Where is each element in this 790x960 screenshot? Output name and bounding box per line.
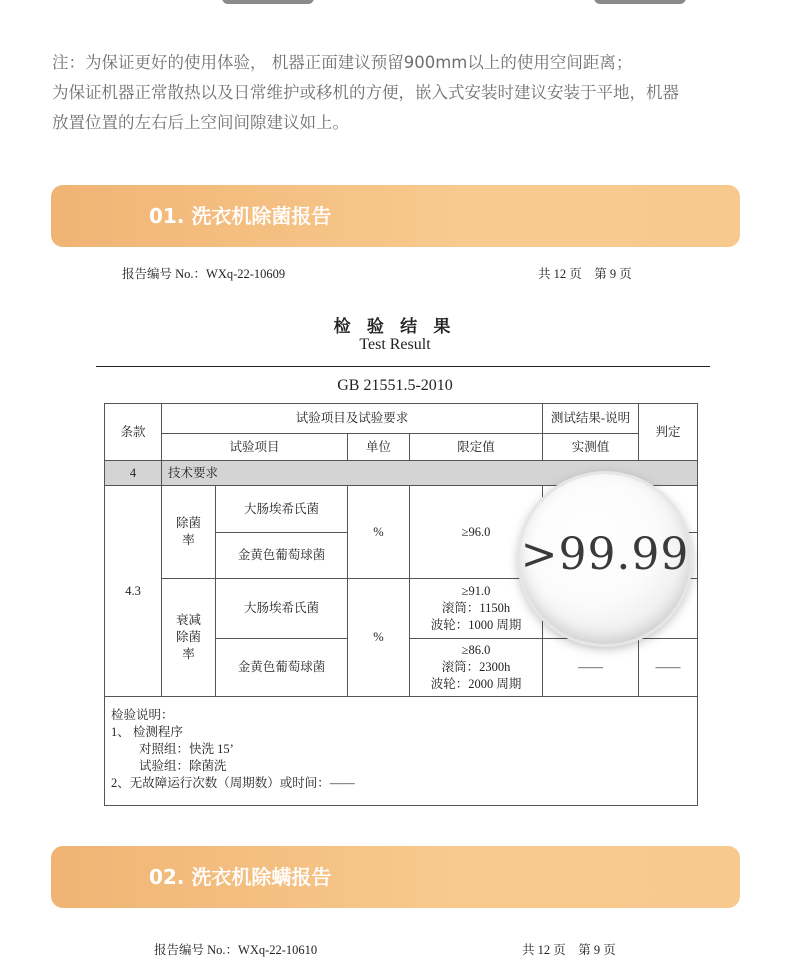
standard-code: GB 21551.5-2010 [337,377,453,394]
installation-note [52,48,752,138]
row-item: 大肠埃希氏菌 [216,486,348,533]
header-verdict: 判定 [639,404,698,461]
section-banner-title: 01. 洗衣机除菌报告 [149,204,332,228]
header-unit: 单位 [348,434,410,461]
test-notes [105,697,698,806]
report-number: 报告编号 No.：WXq-22-10609 [122,267,286,281]
row-group-label: 除菌 率 [162,486,216,579]
row-group-label: 衰减 除菌 率 [162,579,216,697]
row-measured: —— [543,639,639,697]
table-notes-row [105,697,698,806]
title-rule [96,366,710,367]
top-tab-right [594,0,686,4]
header-measured: 实测值 [543,434,639,461]
row-verdict: —— [639,639,698,697]
row-item: 大肠埃希氏菌 [216,579,348,639]
magnified-value: >99.99 [520,529,690,580]
table-subheader-row [105,434,698,461]
section-banner-title: 02. 洗衣机除螨报告 [149,865,332,889]
header-result-note: 测试结果-说明 [543,404,639,434]
row-clause: 4 [105,461,162,486]
section-banner-sterilization [51,185,740,247]
section-banner-mite-removal [51,846,740,908]
row-item: 金黄色葡萄球菌 [216,639,348,697]
report-number: 报告编号 No.：WXq-22-10610 [154,943,318,957]
header-clause: 条款 [105,404,162,461]
row-limit: ≥91.0 滚筒：1150h 波轮：1000 周期 [410,579,543,639]
note-line-3: 放置位置的左右后上空间间隙建议如上。 [52,113,349,132]
note-line-2: 为保证机器正常散热以及日常维护或移机的方便，嵌入式安装时建议安装于平地，机器 [52,83,679,102]
note-line-1: 注：为保证更好的使用体验， 机器正面建议预留900mm以上的使用空间距离； [52,53,633,72]
notes-line: 2、无故障运行次数（周期数）或时间：—— [111,776,355,790]
notes-line: 试验组：除菌洗 [139,759,227,773]
result-subtitle: Test Result [359,336,431,353]
result-title: 检 验 结 果 [333,317,457,336]
row-limit: ≥86.0 滚筒：2300h 波轮：2000 周期 [410,639,543,697]
top-tab-left [222,0,314,4]
report-page-info: 共 12 页 第 9 页 [522,943,616,957]
notes-title: 检验说明： [111,708,174,722]
row-item: 金黄色葡萄球菌 [216,533,348,579]
header-limit: 限定值 [410,434,543,461]
magnifier-callout [520,474,690,644]
header-items-reqs: 试验项目及试验要求 [162,404,543,434]
notes-line: 1、 检测程序 [111,725,183,739]
report-page-info: 共 12 页 第 9 页 [538,267,632,281]
row-unit: % [348,486,410,579]
row-unit: % [348,579,410,697]
table-header-row [105,404,698,434]
notes-line: 对照组：快洗 15’ [139,742,234,756]
row-limit: ≥96.0 [410,486,543,579]
row-clause: 4.3 [105,486,162,697]
header-item: 试验项目 [162,434,348,461]
row-section-title: 技术要求 [162,461,698,486]
